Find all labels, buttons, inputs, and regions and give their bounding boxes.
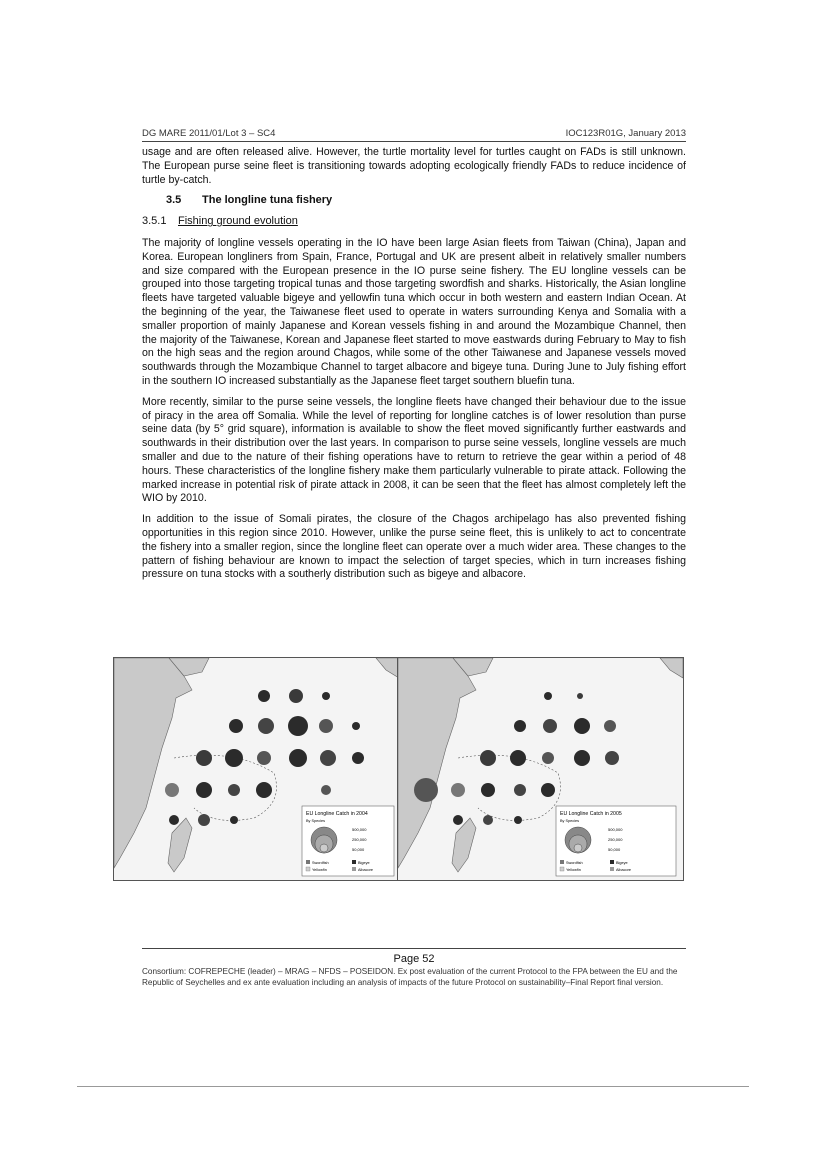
scale-500k-2004: 500,000	[352, 827, 367, 832]
header-right: IOC123R01G, January 2013	[565, 128, 686, 139]
species-albacore-2005: Albacore	[616, 868, 631, 872]
map-2004-svg	[114, 658, 399, 880]
map-2004	[113, 657, 400, 881]
legend-title-2005: EU Longline Catch in 2005	[560, 811, 622, 817]
species-bigeye-2005: Bigeye	[616, 861, 628, 865]
paragraph-turtle: usage and are often released alive. However, the turtle mortality level for turtles caught on FADs is still unknown. The European purse seine fleet is transitioning towards adopting ecologically friendly FADs to reduce incidence of turtle by-catch.	[142, 146, 686, 186]
species-yellowfin-2005: Yellowfin	[566, 868, 581, 872]
section-heading	[166, 194, 686, 208]
legend-sub-2005: By Species	[560, 819, 579, 823]
subsection-heading	[142, 215, 686, 229]
scale-500k-2005: 500,000	[608, 827, 623, 832]
scale-250k-2005: 250,000	[608, 837, 623, 842]
map-2004-legend	[302, 806, 394, 876]
map-2005-legend	[556, 806, 676, 876]
subsection-number: 3.5.1	[142, 215, 167, 228]
page-number: Page 52	[393, 953, 435, 965]
scale-50k-2004: 50,000	[352, 847, 365, 852]
species-bigeye-2004: Bigeye	[358, 861, 370, 865]
scale-50k-2005: 50,000	[608, 847, 621, 852]
species-yellowfin-2004: Yellowfin	[312, 868, 327, 872]
map-2005	[397, 657, 684, 881]
legend-sub-2004: By Species	[306, 819, 325, 823]
species-swordfish-2004: Swordfish	[312, 861, 329, 865]
species-swordfish-2005: Swordfish	[566, 861, 583, 865]
section-number: 3.5	[166, 194, 182, 207]
header-left: DG MARE 2011/01/Lot 3 – SC4	[142, 128, 276, 139]
paragraph-piracy: More recently, similar to the purse seine vessels, the longline fleets have changed their behaviour due to the issue of piracy in the area off Somalia. While the level of reporting for longline catches is of lower resolution than purse seine data (by 5° grid square), information is available to show the fleet moved significantly further eastwards and southwards in their distribution over the last years. In comparison to purse seine vessels, longline vessels are much smaller and due to the nature of their fishing operations have to return to retrieve the gear within a period of 48 hours. These characteristics of the longline fishery make them particularly vulnerable to pirate attack. Following the marked increase in potential risk of pirate attack in 2008, it can be seen that the fleet has almost completely left the WIO by 2010.	[142, 395, 686, 505]
header-rule	[142, 141, 686, 142]
legend-title-2004: EU Longline Catch in 2004	[306, 811, 368, 817]
page-bottom-rule	[77, 1086, 749, 1087]
consortium-note: Consortium: COFREPECHE (leader) – MRAG – NFDS – POSEIDON. Ex post evaluation of the current Protocol to the FPA between the EU and the Republic of Seychelles and ex ante evaluation including an analysis of impacts of the future Protocol on sustainability–Final Report final version.	[142, 967, 678, 987]
paragraph-chagos: In addition to the issue of Somali pirates, the closure of the Chagos archipelago has also prevented fishing opportunities in this region since 2010. However, unlike the purse seine fleet, this is unlikely to act to concentrate the fishery into a smaller region, since the longline fleet can operate over a much wider area. These changes to the pattern of fishing behaviour are known to impact the selection of target species, which in turn increases fishing pressure on tuna stocks with a southerly distribution such as bigeye and albacore.	[142, 513, 686, 581]
body-text	[142, 146, 686, 589]
subsection-title: Fishing ground evolution	[178, 215, 298, 228]
section-title: The longline tuna fishery	[202, 194, 333, 207]
species-albacore-2004: Albacore	[358, 868, 373, 872]
paragraph-longline-fleets: The majority of longline vessels operating in the IO have been large Asian fleets from Taiwan (China), Japan and Korea. European longliners from Spain, France, Portugal and UK are present albeit in relatively smaller numbers and size compared with the European presence in the IO purse seine fishery. The EU longline vessels can be grouped into those targeting tropical tunas and those targeting swordfish and sharks. Historically, the Asian longline fleets have targeted valuable bigeye and yellowfin tuna which occur in both western and eastern Indian Ocean. At the beginning of the year, the Taiwanese fleet used to operate in waters surrounding Kenya and Somalia with a smaller proportion of mainly Japanese and Korean vessels fishing in and around the Mozambique Channel, then the majority of the Taiwanese, Korean and Japanese fleet started to move eastwards during February to May to fish on the high seas and the region around Chagos, while some of the other Taiwanese and Japanese vessels moved southwards through the Mozambique Channel to target albacore and bigeye tuna. During June to July fishing effort in the southern IO increased substantially as the Japanese fleet target southern bluefin tuna.	[142, 236, 686, 387]
footer-rule	[142, 948, 686, 949]
scale-250k-2004: 250,000	[352, 837, 367, 842]
map-2005-svg	[398, 658, 683, 880]
